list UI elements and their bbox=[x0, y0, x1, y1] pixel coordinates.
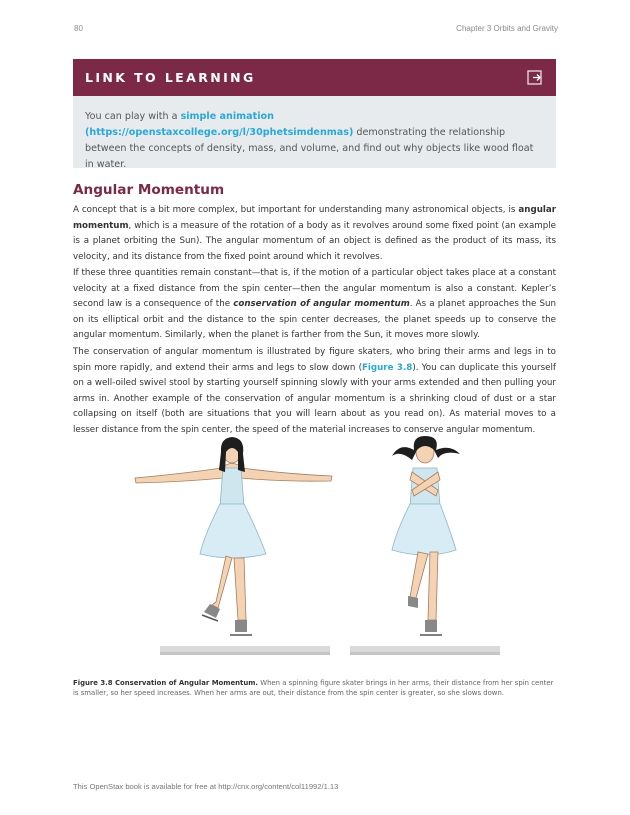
paragraph-2 bbox=[73, 266, 556, 344]
paragraph-1 bbox=[73, 203, 556, 265]
p1-term: angular momentum bbox=[73, 205, 556, 231]
figure-skaters-illustration bbox=[120, 432, 520, 662]
figure-caption-text: When a spinning figure skater brings in her arms, their distance from her spin center is smaller, so her speed increases. When her arms are out, their distance from the spin center is greater, so she slows down. bbox=[73, 679, 554, 697]
paragraph-3 bbox=[73, 345, 556, 439]
section-title: Angular Momentum bbox=[73, 182, 225, 198]
simple-animation-link[interactable]: simple animation (https://openstaxcollege.org/l/30phetsimdenmas) bbox=[85, 111, 354, 138]
figure-label: Figure 3.8 Conservation of Angular Momentum. bbox=[73, 679, 259, 687]
figure-caption bbox=[73, 678, 556, 698]
skater-arms-in bbox=[350, 436, 500, 655]
page-footer: This OpenStax book is available for free at http://cnx.org/content/col11992/1.13 bbox=[73, 782, 339, 791]
p2-term: conservation of angular momentum bbox=[233, 299, 410, 310]
link-to-learning-header bbox=[73, 59, 556, 96]
ltl-text-end: demonstrating the relationship between the concepts of density, mass, and volume, and find out why objects like wood float in water. bbox=[85, 127, 534, 170]
chapter-title: Chapter 3 Orbits and Gravity bbox=[456, 24, 558, 33]
link-to-learning-title: LINK TO LEARNING bbox=[85, 70, 256, 85]
p2-text-a: If these three quantities remain constant—that is, if the motion of a particular object takes place at a constant velocity at a fixed distance from the spin center—then the angular momentum is also a constant. Kepler’s second law is a consequence of the bbox=[73, 268, 556, 310]
link-to-learning-box bbox=[73, 96, 556, 168]
p2-text-b: . As a planet approaches the Sun on its elliptical orbit and the distance to the spin center decreases, the planet speeds up to conserve the angular momentum. Similarly, when the planet is farther from the Sun, it moves more slowly. bbox=[73, 299, 556, 341]
p3-text-a: The conservation of angular momentum is illustrated by figure skaters, who bring their arms and legs in to spin more rapidly, and extend their arms and legs to slow down ( bbox=[73, 347, 556, 373]
external-link-icon bbox=[526, 68, 544, 86]
figure-3-8-link[interactable]: Figure 3.8 bbox=[361, 362, 413, 373]
skater-arms-out bbox=[135, 437, 332, 655]
p1-text-b: , which is a measure of the rotation of a body as it revolves around some fixed point (an example is a planet orbiting the Sun). The angular momentum of an object is defined as the product of its mass, its velocity, and its distance from the fixed point around which it revolves. bbox=[73, 220, 556, 262]
p1-text-a: A concept that is a bit more complex, but important for understanding many astronomical objects, is bbox=[73, 205, 519, 215]
ltl-text-start: You can play with a bbox=[85, 111, 181, 122]
p3-text-b: ). You can duplicate this yourself on a well-oiled swivel stool by starting yourself spinning slowly with your arms extended and then pulling your arms in. Another example of the conservation of angular momentum is a shrinking cloud of dust or a star collapsing on itself (both are situations that you will learn about as you read on). As material moves to a lesser distance from the spin center, the speed of the material increases to conserve angular momentum. bbox=[73, 362, 556, 435]
page-number: 80 bbox=[74, 24, 83, 33]
link-to-learning-text bbox=[85, 109, 545, 173]
